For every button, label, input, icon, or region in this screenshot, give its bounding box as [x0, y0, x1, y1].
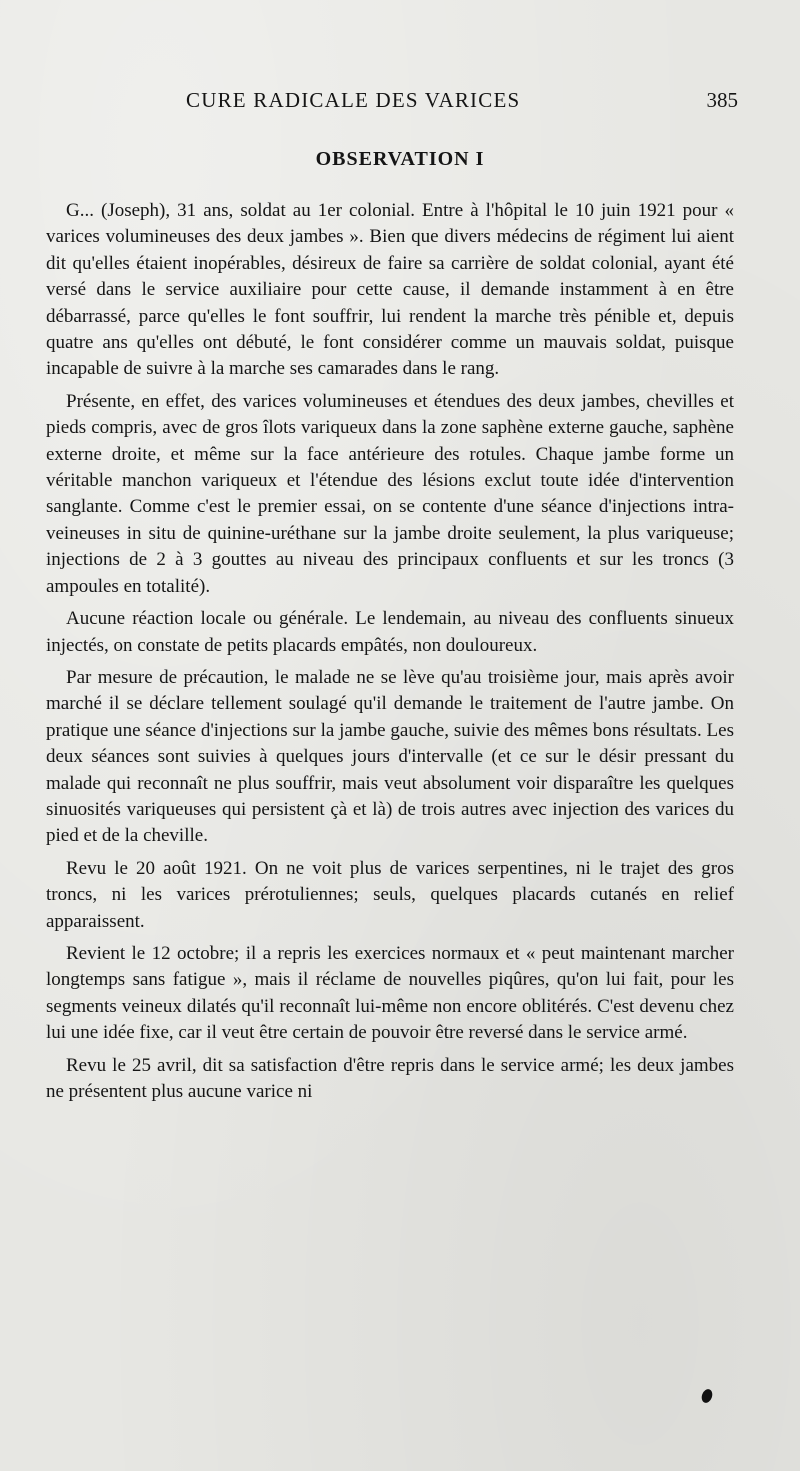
running-head: [186, 88, 738, 120]
ink-spot: [700, 1388, 714, 1405]
paragraph-follow-up-august: Revu le 20 août 1921. On ne voit plus de varices serpentines, ni le trajet des gros troncs, ni les varices prérotuliennes; seuls, quelques placards cutanés en relief apparaissent.: [46, 857, 734, 932]
paragraph-admission: G... (Joseph), 31 ans, soldat au 1er colonial. Entre à l'hôpital le 10 juin 1921 pour « varices volumineuses des deux jambes ». Bien que divers médecins de régiment lui aient dit qu'elles étaient inopérables, désireux de faire sa carrière de soldat colonial, ayant été versé dans le service auxiliaire pour cette cause, il demande instamment à en être débarrassé, parce qu'elles le font souffrir, lui rendent la marche très pénible et, depuis quatre ans qu'elles ont débuté, le font considérer comme un mauvais soldat, puisque incapable de suivre à la marche ses camarades dans le rang.: [46, 200, 734, 380]
paragraph-follow-up-april: Revu le 25 avril, dit sa satisfaction d'être repris dans le service armé; les deux jambes ne présentent plus aucune varice ni: [46, 1054, 734, 1102]
paragraph-follow-up-october: Revient le 12 octobre; il a repris les exercices normaux et « peut maintenant marcher longtemps sans fatigue », mais il réclame de nouvelles piqûres, qu'on lui fait, pour les segments veineux dilatés qu'il reconnaît lui-même non encore oblitérés. C'est devenu chez lui une idée fixe, car il veut être certain de pouvoir être reversé dans le service armé.: [46, 942, 734, 1044]
paragraph-reaction: Aucune réaction locale ou générale. Le lendemain, au niveau des confluents sinueux injectés, on constate de petits placards empâtés, non douloureux.: [46, 608, 734, 656]
page-number: 385: [706, 88, 738, 112]
paragraph-examination: Présente, en effet, des varices volumineuses et étendues des deux jambes, chevilles et pieds compris, avec de gros îlots variqueux dans la zone saphène externe gauche, saphène externe droite, et même sur la face antérieure des rotules. Chaque jambe forme un véritable manchon variqueux et l'étendue des lésions exclut toute idée d'intervention sanglante. Comme c'est le premier essai, on se contente d'une séance d'injections intraveineuses in situ de quinine-uréthane sur la jambe droite seulement, la plus variqueuse; injections de 2 à 3 gouttes au niveau des principaux confluents et sur les troncs (3 ampoules en totalité).: [46, 390, 734, 597]
paragraph-second-treatment: Par mesure de précaution, le malade ne se lève qu'au troisième jour, mais après avoir marché il se déclare tellement soulagé qu'il demande le traitement de l'autre jambe. On pratique une séance d'injections sur la jambe gauche, suivie des mêmes bons résultats. Les deux séances sont suivies à quelques jours d'intervalle (et ce sur le désir pressant du malade qui reconnaît ne plus souffrir, mais veut absolument voir disparaître les quelques sinuosités variqueuses qui persistent çà et là) de trois autres avec injection des varices du pied et de la cheville.: [46, 666, 734, 847]
body-text: [46, 198, 734, 1111]
running-title: CURE RADICALE DES VARICES: [186, 88, 521, 112]
section-title: OBSERVATION I: [315, 148, 485, 170]
